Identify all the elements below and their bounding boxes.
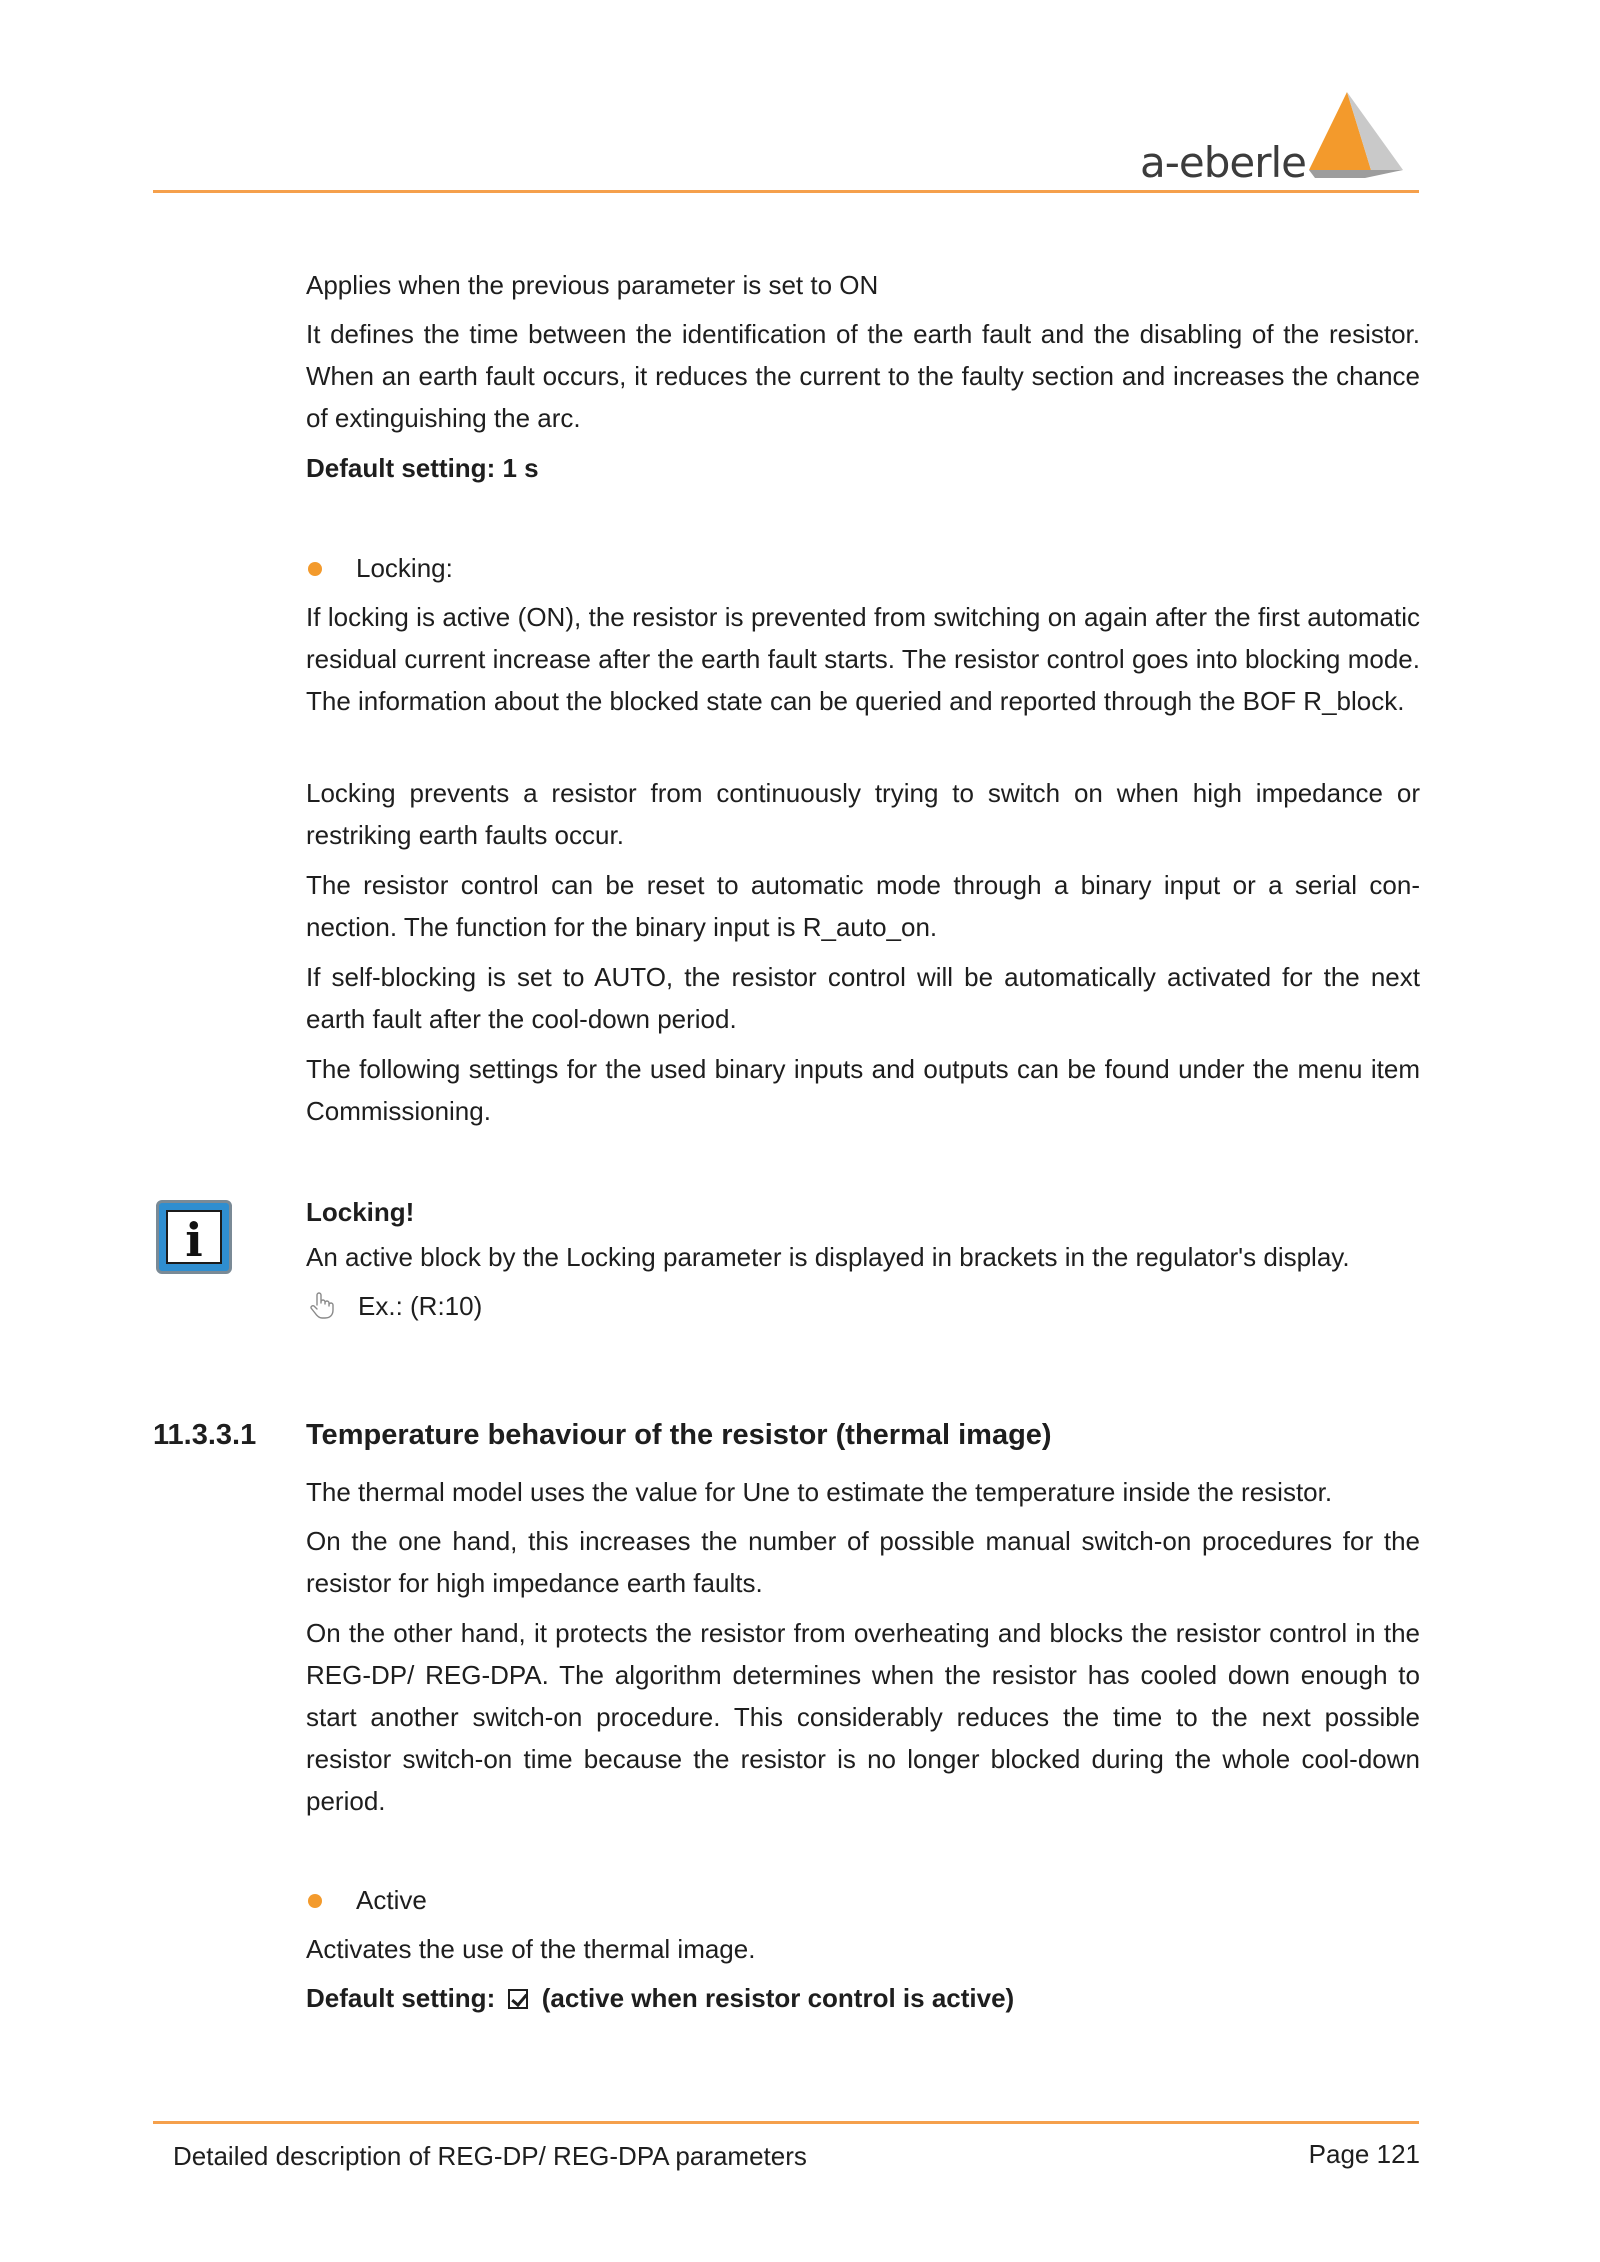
- section-paragraph-3: On the other hand, it protects the resistor from overheating and blocks the resistor control in the REG-DP/ REG-DPA. The algorithm determines when the resistor has cooled down enough to start another switch-on procedure. This considerably reduces the time to the next possible resistor switch-on time because the resistor is no longer blocked during the whole cool-down period.: [306, 1618, 1420, 1816]
- active-default-setting: [306, 1977, 1420, 2019]
- bullet-dot-icon: [308, 1894, 322, 1908]
- section-paragraph-2: On the one hand, this increases the number of possible manual switch-on procedures for the resistor for high impedance earth faults.: [306, 1526, 1420, 1598]
- info-title: Locking!: [306, 1197, 415, 1227]
- locking-paragraph-5: The following settings for the used binary inputs and outputs can be found under the menu item Commissioning.: [306, 1054, 1420, 1126]
- logo-triangle-icon: [1305, 90, 1405, 180]
- footer-document-title: Detailed description of REG-DP/ REG-DPA parameters: [173, 2141, 807, 2171]
- pointing-hand-icon: [308, 1291, 336, 1319]
- section-heading: [153, 1413, 1052, 1457]
- checked-checkbox-icon: [508, 1989, 528, 2009]
- default-setting-value: (active when resistor control is active): [541, 1983, 1015, 2013]
- company-logo: [1140, 90, 1410, 185]
- bullet-label: Active: [356, 1885, 427, 1915]
- example-text: Ex.: (R:10): [358, 1291, 483, 1321]
- locking-paragraph-3: The resistor control can be reset to automatic mode through a binary input or a serial connection. The function for the binary input is R_auto_on.: [306, 870, 1420, 942]
- section-title: Temperature behaviour of the resistor (thermal image): [306, 1419, 1052, 1451]
- footer-page-number: Page 121: [1308, 2139, 1420, 2169]
- active-description: Activates the use of the thermal image.: [306, 1934, 756, 1964]
- bullet-dot-icon: [308, 562, 322, 576]
- section-paragraph-1: The thermal model uses the value for Une to estimate the temperature inside the resistor.: [306, 1477, 1333, 1507]
- intro-description: It defines the time between the identification of the earth fault and the disabling of the resistor. When an earth fault occurs, it reduces the current to the faulty section and increases the chance of extinguishing the arc.: [306, 319, 1420, 433]
- section-number: 11.3.3.1: [153, 1419, 257, 1451]
- footer-rule: [153, 2121, 1419, 2124]
- default-setting-label: Default setting:: [306, 1983, 496, 2013]
- locking-paragraph-1: If locking is active (ON), the resistor is prevented from switching on again after the first automatic residual current increase after the earth fault starts. The resistor control goes into blocking mode. The information about the blocked state can be queried and reported through the BOF R_block.: [306, 602, 1420, 716]
- header-rule: [153, 190, 1419, 193]
- bullet-label: Locking:: [356, 553, 453, 583]
- intro-default-setting: Default setting: 1 s: [306, 453, 539, 483]
- intro-paragraph: Applies when the previous parameter is set to ON: [306, 270, 879, 300]
- logo-wordmark: a-eberle: [1140, 138, 1307, 187]
- info-text: An active block by the Locking parameter is displayed in brackets in the regulator's display.: [306, 1242, 1350, 1272]
- info-icon: i: [156, 1200, 232, 1274]
- locking-paragraph-4: If self-blocking is set to AUTO, the resistor control will be automatically activated for the next earth fault after the cool-down period.: [306, 962, 1420, 1034]
- locking-paragraph-2: Locking prevents a resistor from continuously trying to switch on when high impedance or restriking earth faults occur.: [306, 778, 1420, 850]
